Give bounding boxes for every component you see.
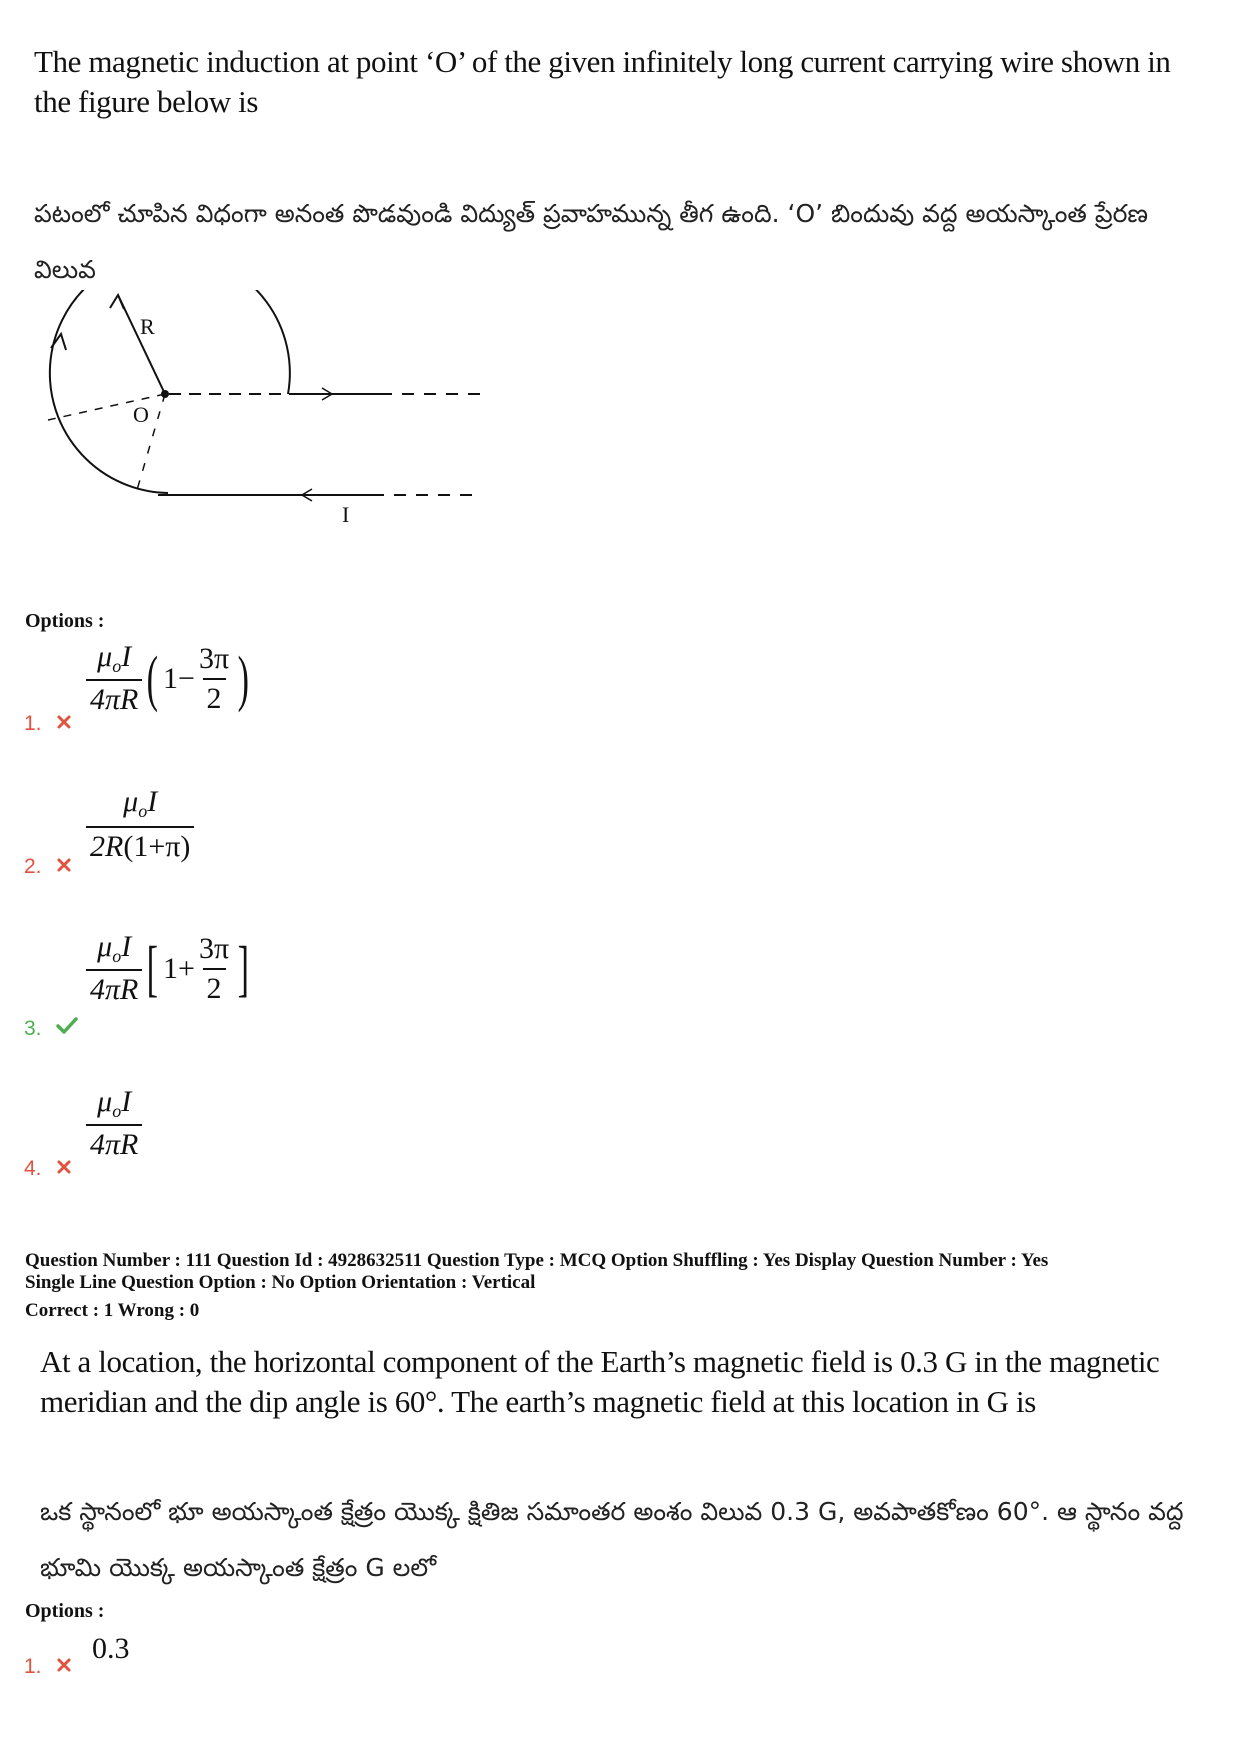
question-text-en: The magnetic induction at point ‘O’ of the given infinitely long current carrying wire shown in the figure below is	[34, 44, 1171, 119]
question-text-te: పటంలో చూపిన విధంగా అనంత పొడవుండి విద్యుత్ ప్రవాహమున్న తీగ ఉంది. ‘O’ బిందువు వద్ద అయస్కాంత ప్రేరణ విలువ	[34, 199, 1149, 284]
bracket-open: [	[147, 934, 159, 1003]
paren-open: (	[147, 644, 159, 713]
bracket-close: ]	[237, 934, 250, 1003]
option-2-formula[interactable]: $\frac{\mu_oI}{2R(1+\pi)}$	[86, 785, 194, 864]
question-111-text-te: ఒక స్థానంలో భూ అయస్కాంత క్షేత్రం యొక్క క్షితిజ సమాంతర అంశం విలువ 0.3 G, అవపాతకోణం 60°. ఆ స్థానం వద్ద భూమి యొక్క అయస్కాంత క్షేత్రం G లలో	[40, 1497, 1184, 1582]
options-label: Options :	[25, 610, 105, 632]
paren-close: )	[237, 644, 250, 713]
option-3-formula[interactable]: $\frac{\mu_oI}{4\pi R}$ [ 1 + $\frac{3\pi}{2}$ ]	[86, 930, 254, 1007]
wrong-icon	[56, 1159, 72, 1175]
wrong-icon	[56, 857, 72, 873]
arc-wire	[50, 290, 290, 493]
option-111-1-value[interactable]: 0.3	[92, 1632, 130, 1665]
radius-arrowhead	[110, 295, 124, 309]
correct-icon	[56, 1017, 78, 1035]
wire-figure	[40, 290, 560, 590]
label-r: R	[140, 314, 155, 339]
label-i: I	[342, 502, 350, 527]
option-2-number: 2.	[24, 855, 42, 878]
options-label-111: Options :	[25, 1600, 105, 1622]
question-meta-line-2: Single Line Question Option : No Option Orientation : Vertical	[25, 1272, 536, 1293]
radius-line	[118, 295, 165, 394]
question-meta-line-3: Correct : 1 Wrong : 0	[25, 1300, 200, 1321]
label-o: O	[133, 402, 149, 427]
option-3-number: 3.	[24, 1017, 42, 1040]
question-meta-line-1: Question Number : 111 Question Id : 4928632511 Question Type : MCQ Option Shuffling : Yes Display Question Number : Yes	[25, 1250, 1049, 1271]
option-4-formula[interactable]: $\frac{\mu_oI}{4\pi R}$	[86, 1085, 142, 1162]
question-111-text-en: At a location, the horizontal component of the Earth’s magnetic field is 0.3 G in the magnetic meridian and the dip angle is 60°. The earth’s magnetic field at this location in G is	[40, 1344, 1160, 1419]
option-111-1-number: 1.	[24, 1655, 42, 1678]
wrong-icon	[56, 714, 72, 730]
option-4-number: 4.	[24, 1157, 42, 1180]
option-1-formula[interactable]: $\frac{\mu_oI}{4\pi R}$ ( 1 − $\frac{3\pi}{2}$ )	[86, 640, 254, 717]
wrong-icon	[56, 1657, 72, 1673]
option-1-number: 1.	[24, 712, 42, 735]
